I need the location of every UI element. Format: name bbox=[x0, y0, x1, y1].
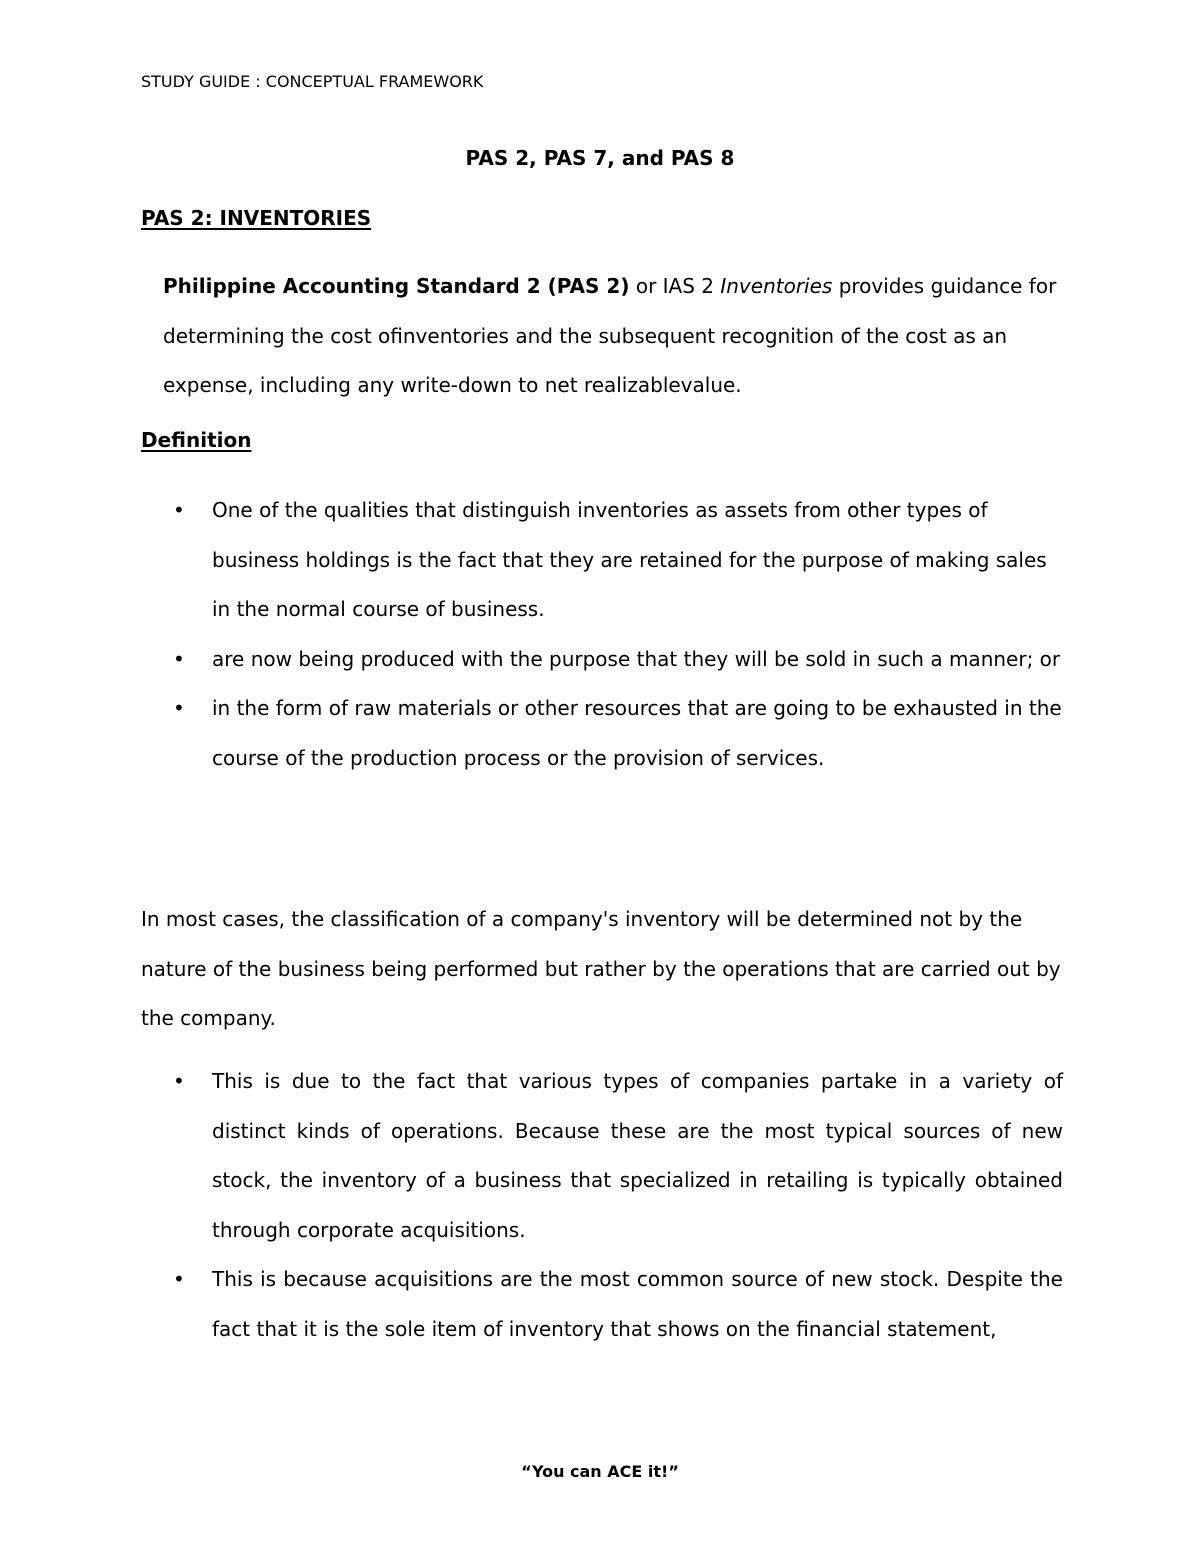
bullet-icon: • bbox=[173, 646, 185, 671]
list-item-text: in the form of raw materials or other resources that are going to be exhausted in the course of the production process or the provision of services. bbox=[212, 696, 1062, 770]
list-item bbox=[163, 486, 1063, 635]
bullet-icon: • bbox=[173, 1069, 185, 1093]
intro-bold-term: Philippine Accounting Standard 2 (PAS 2) bbox=[163, 274, 630, 298]
intro-paragraph bbox=[163, 262, 1063, 411]
list-item-text: One of the qualities that distinguish inventories as assets from other types of business holdings is the fact that they are retained for the purpose of making sales in the normal course of business. bbox=[212, 498, 1047, 621]
intro-text-rest: provides guidance for determining the cost ofinventories and the subsequent recognition of the cost as an expense, including any write-down to net realizablevalue. bbox=[163, 274, 1057, 397]
bullet-icon: • bbox=[173, 498, 185, 522]
bullet-icon: • bbox=[173, 696, 185, 720]
definition-heading: Definition bbox=[141, 428, 252, 452]
page-header: STUDY GUIDE : CONCEPTUAL FRAMEWORK bbox=[141, 72, 484, 91]
bullet-icon: • bbox=[173, 1267, 185, 1291]
list-item bbox=[163, 684, 1063, 783]
page-footer: “You can ACE it!” bbox=[521, 1462, 679, 1481]
document-title: PAS 2, PAS 7, and PAS 8 bbox=[465, 146, 735, 170]
list-item-text: This is due to the fact that various types of companies partake in a variety of distinct kinds of operations. Because these are the most typical sources of new stock, the inventory of a business that specialized in retailing is typically obtained through corporate acquisitions. bbox=[212, 1069, 1063, 1242]
list-item-text: are now being produced with the purpose that they will be sold in such a manner; or bbox=[212, 646, 1061, 671]
list-item bbox=[163, 1057, 1063, 1255]
classification-paragraph: In most cases, the classification of a company's inventory will be determined not by the nature of the business being performed but rather by the operations that are carried out by the company. bbox=[141, 907, 1061, 1030]
list-item bbox=[163, 1255, 1063, 1354]
definition-list bbox=[163, 486, 1063, 783]
list-item bbox=[163, 635, 1063, 685]
section-heading: PAS 2: INVENTORIES bbox=[141, 206, 372, 230]
list-item-text: This is because acquisitions are the most common source of new stock. Despite the fact that it is the sole item of inventory that shows on the financial statement, bbox=[212, 1267, 1063, 1341]
intro-text-before-italic: or IAS 2 bbox=[629, 274, 721, 298]
intro-italic-term: Inventories bbox=[720, 274, 833, 298]
explanation-list bbox=[163, 1057, 1063, 1354]
